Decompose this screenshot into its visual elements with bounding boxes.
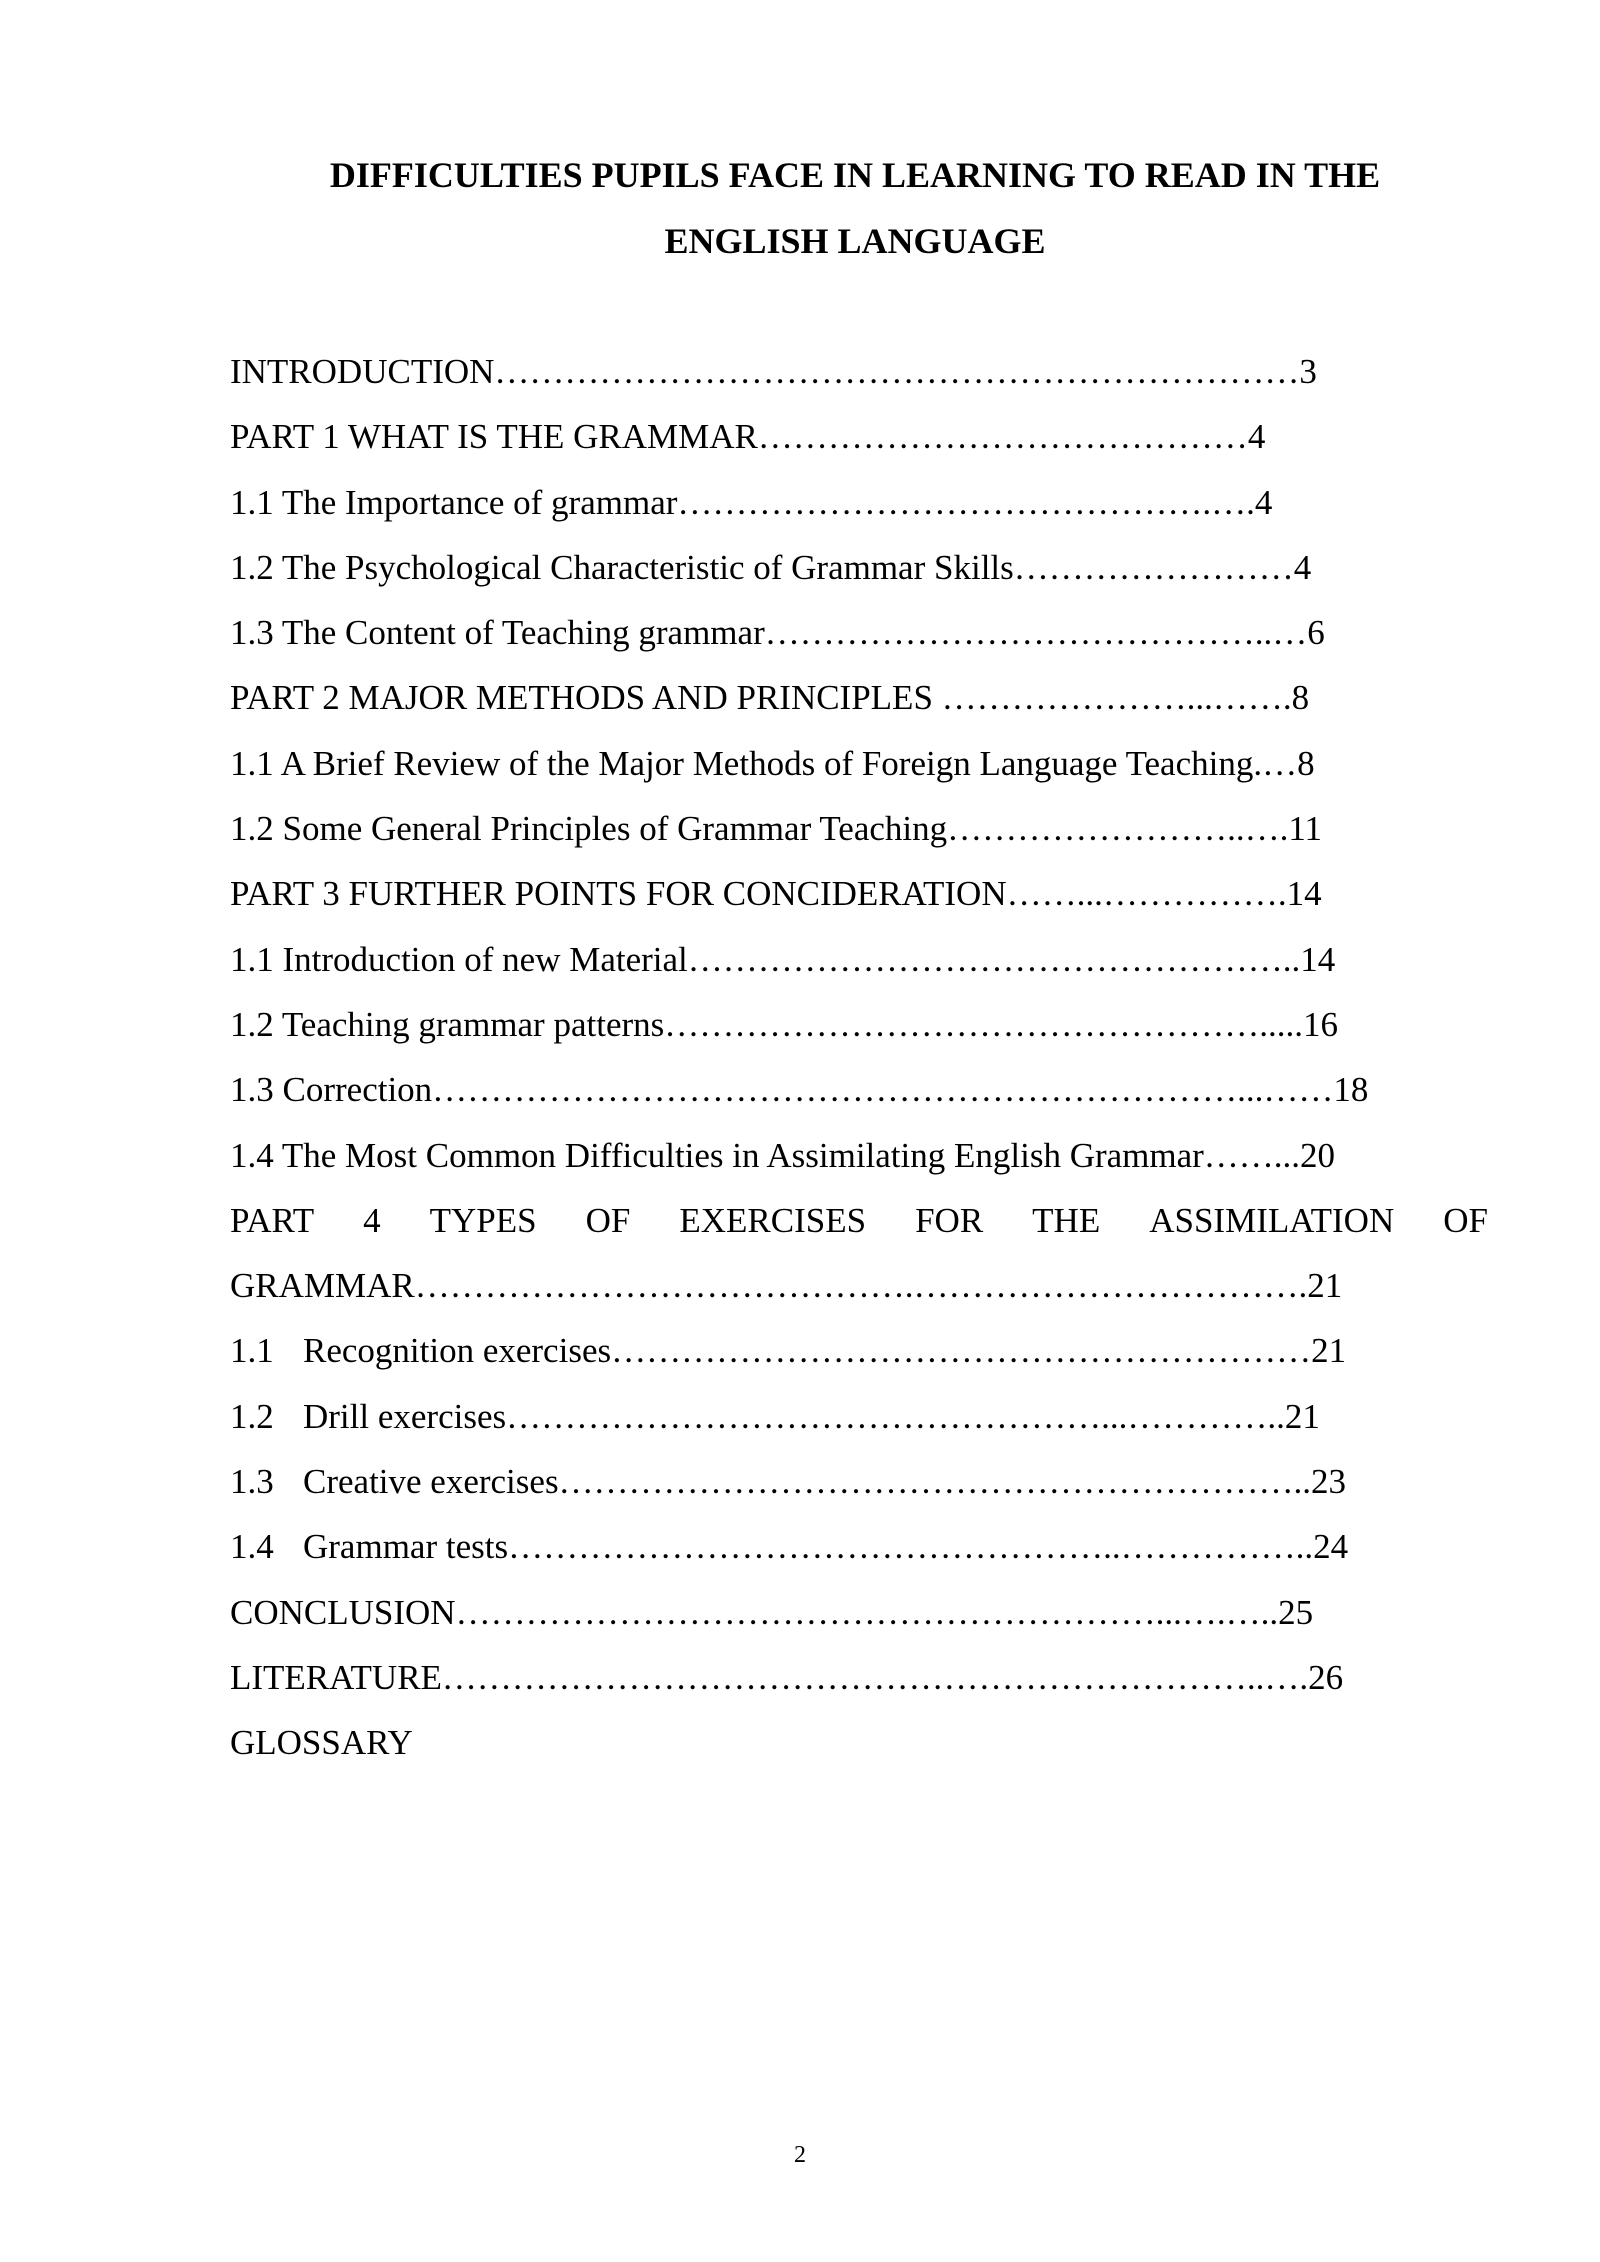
toc-entry: 1.1 Introduction of new Material……………………………………………..14	[230, 939, 1336, 979]
toc-entry-part-3: PART 3 FURTHER POINTS FOR CONCIDERATION……...…………….14	[230, 874, 1322, 914]
toc-entry-glossary: GLOSSARY	[230, 1723, 413, 1763]
toc-entry: 1.3 The Content of Teaching grammar……………………………………..…6	[230, 613, 1325, 653]
toc-entry: 1.2 Drill exercises……………………………………………...…………..21	[230, 1396, 1320, 1436]
toc-entry: 1.3 Creative exercises………………………………………………………..23	[230, 1462, 1347, 1502]
toc-entry-part-1: PART 1 WHAT IS THE GRAMMAR……………………………………4	[230, 417, 1266, 457]
toc-entry: 1.2 Teaching grammar patterns…………………………………………….....16	[230, 1004, 1339, 1044]
toc-entry-part-2: PART 2 MAJOR METHODS AND PRINCIPLES …………………...…….8	[230, 678, 1310, 718]
table-of-contents	[230, 348, 1500, 1785]
document-title-line-1: DIFFICULTIES PUPILS FACE IN LEARNING TO READ IN THE	[329, 155, 1381, 195]
toc-entry-literature: LITERATURE……………………………………………………………..….26	[230, 1657, 1344, 1697]
toc-entry-part-4: PART 4 TYPES OF EXERCISES FOR THE ASSIMILATION OF	[230, 1200, 1488, 1240]
document-title-line-2: ENGLISH LANGUAGE	[664, 221, 1046, 261]
toc-entry: 1.1 A Brief Review of the Major Methods of Foreign Language Teaching.…8	[230, 743, 1315, 783]
toc-entry: 1.4 Grammar tests……………………………………………..……………..24	[230, 1527, 1349, 1567]
toc-entry: 1.4 The Most Common Difficulties in Assimilating English Grammar……...20	[230, 1135, 1336, 1175]
toc-entry-introduction: INTRODUCTION……………………………………………………………3	[230, 352, 1317, 391]
toc-entry: 1.2 Some General Principles of Grammar Teaching……………………..….11	[230, 809, 1323, 849]
toc-entry: 1.3 Correction……………………………………………………………...……18	[230, 1070, 1369, 1110]
toc-entry-conclusion: CONCLUSION……………………………………………………...….…..25	[230, 1592, 1314, 1632]
toc-entry: 1.1 Recognition exercises……………………………………………………21	[230, 1331, 1347, 1371]
toc-entry: 1.2 The Psychological Characteristic of Grammar Skills……………………4	[230, 547, 1312, 587]
page-number: 2	[794, 2142, 806, 2168]
toc-entry: 1.1 The Importance of grammar……………………………………….….4	[230, 482, 1273, 522]
toc-entry-part-4-continued: GRAMMAR…………………………………….…………………………….21	[230, 1266, 1343, 1306]
